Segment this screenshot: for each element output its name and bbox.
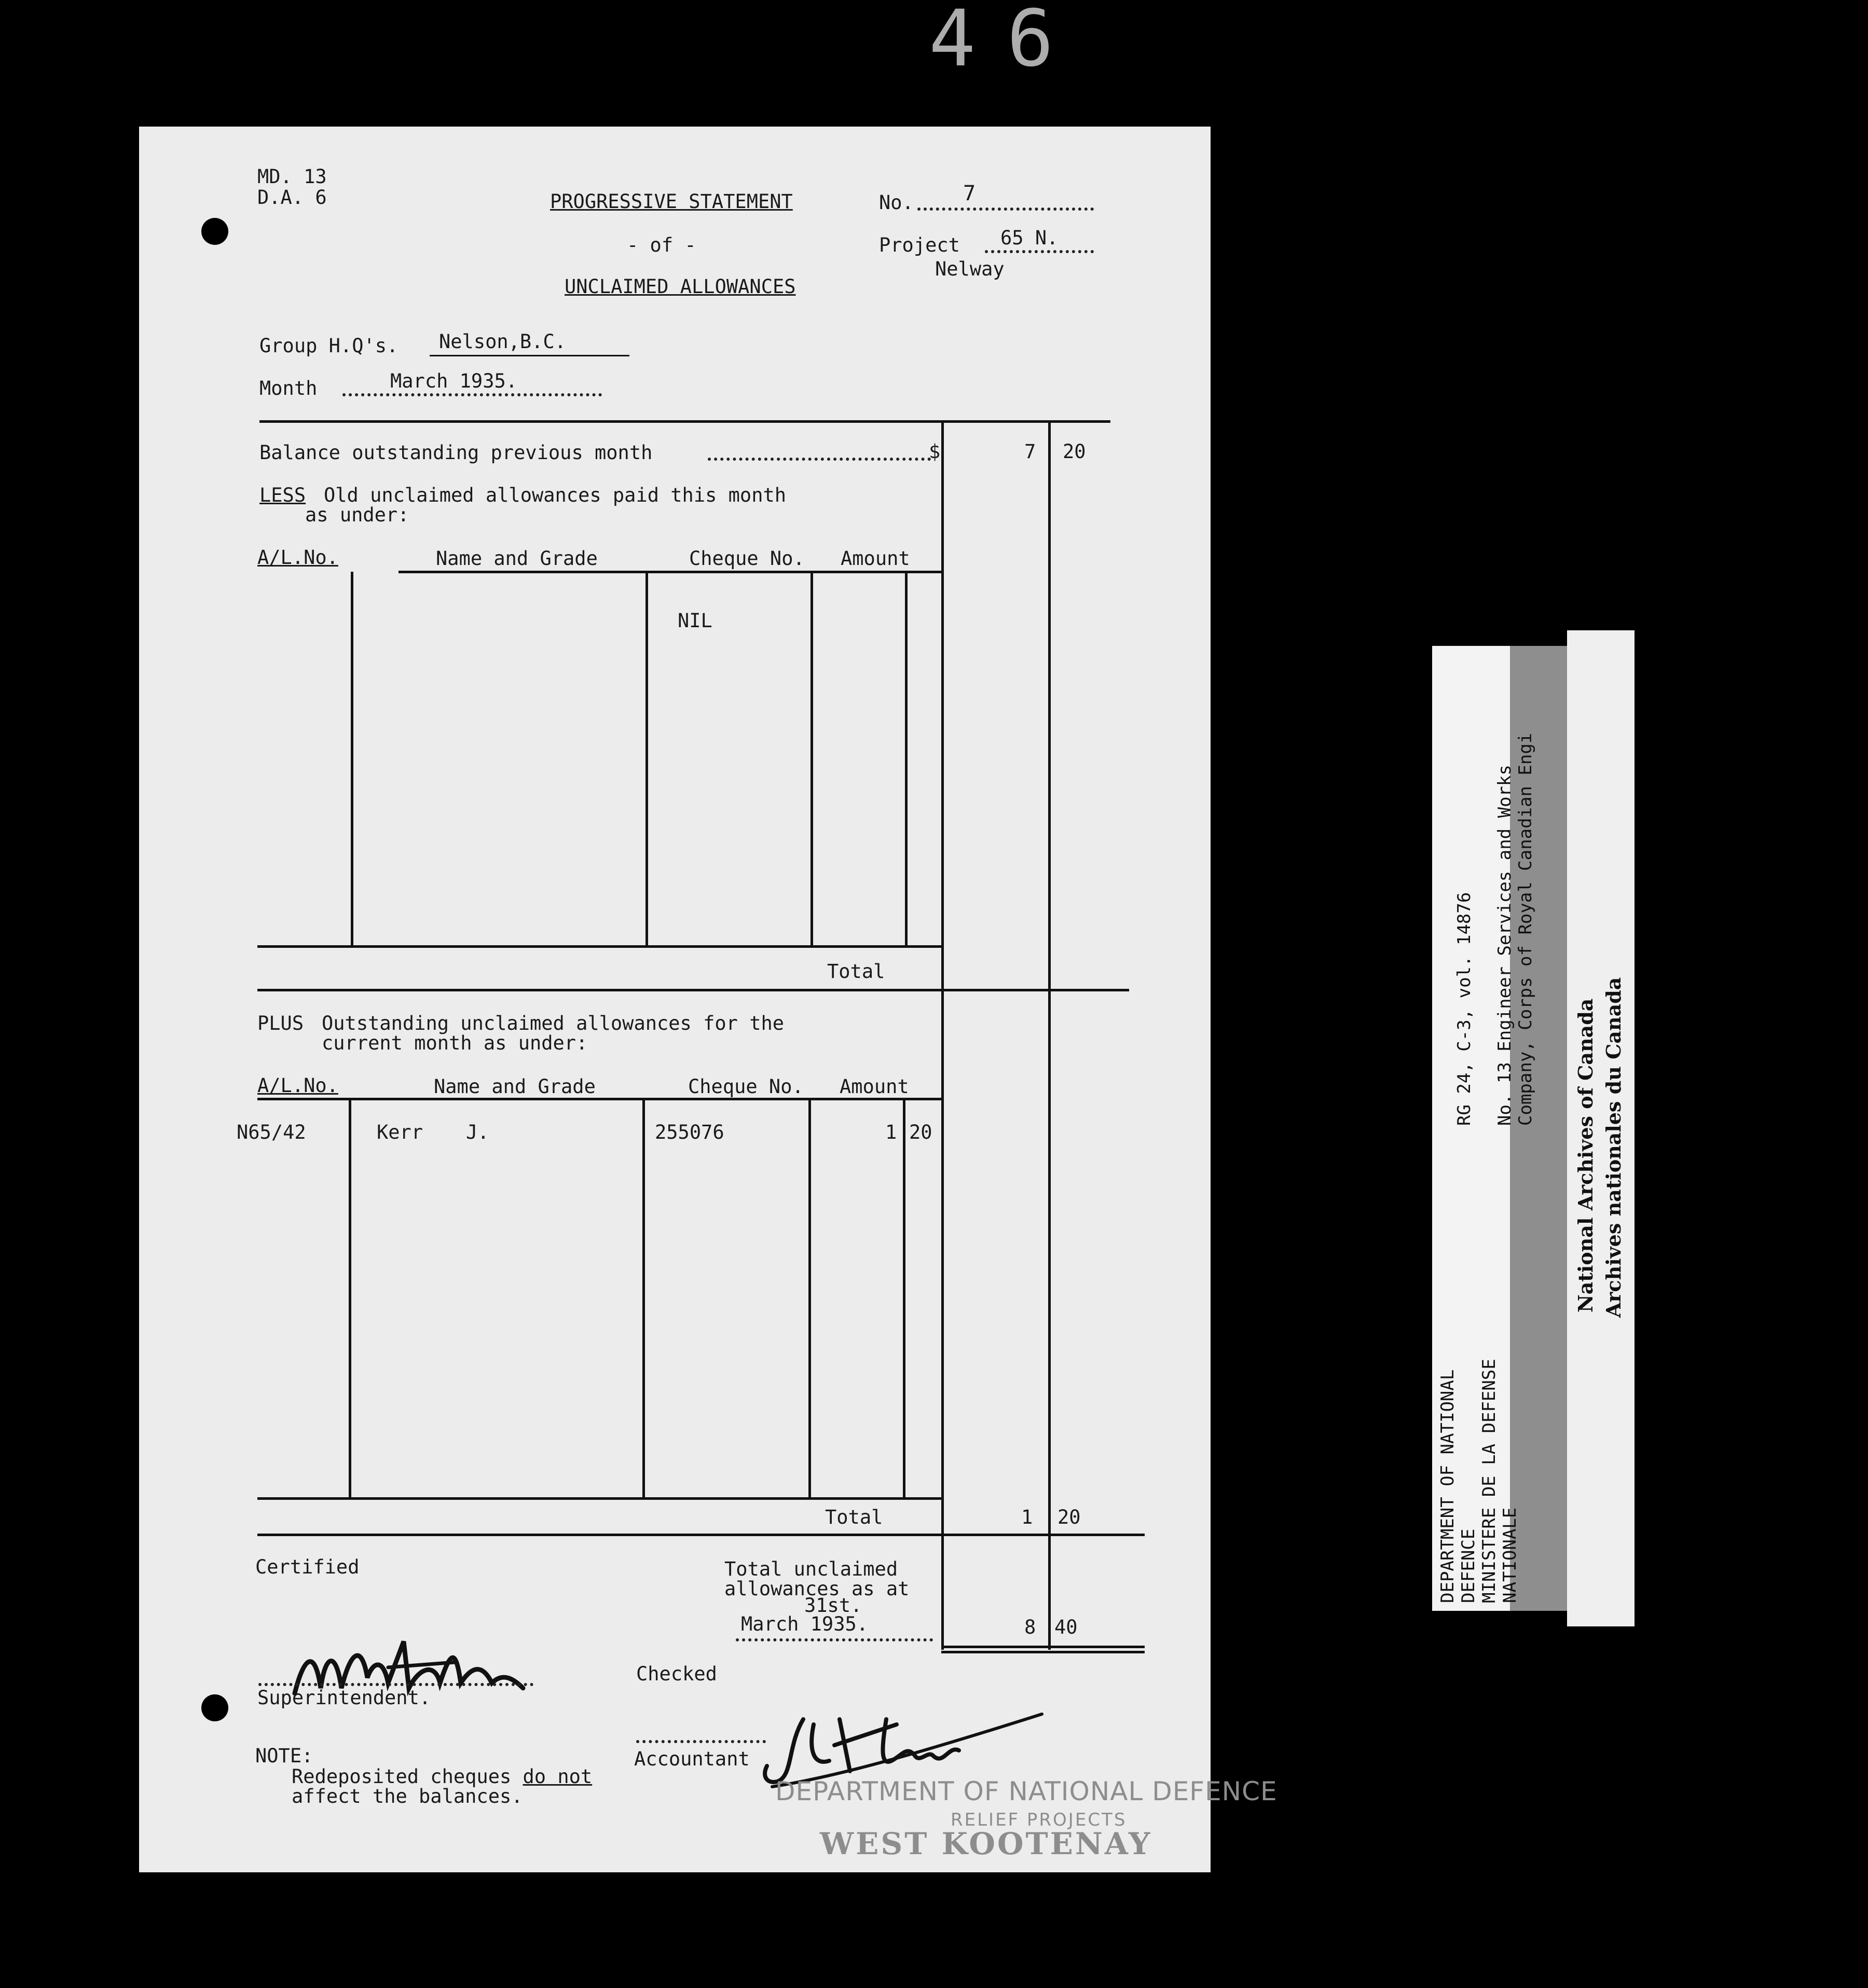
project-leader xyxy=(985,250,1094,253)
project-place: Nelway xyxy=(935,258,1005,280)
archive-unit xyxy=(1494,733,1536,1126)
plus-total-label: Total xyxy=(825,1506,883,1528)
less-col-divider xyxy=(351,572,353,945)
accountant-label: Accountant xyxy=(634,1748,750,1770)
month-label: Month xyxy=(259,377,318,399)
balance-leader xyxy=(708,458,931,461)
plus-col-divider xyxy=(349,1099,351,1497)
row-cheque: 255076 xyxy=(655,1121,724,1143)
grand-total-rule xyxy=(941,1646,1145,1648)
note-label: NOTE: xyxy=(255,1745,313,1767)
grand-total-rule xyxy=(941,1651,1145,1653)
grand-total-dollars: 8 xyxy=(1024,1616,1036,1638)
archives-name-en: National Archives of Canada xyxy=(1574,998,1597,1313)
less-col-amount: Amount xyxy=(841,547,910,570)
grand-total-label: allowances as at xyxy=(724,1578,910,1600)
plus-text: Outstanding unclaimed allowances for the xyxy=(322,1012,785,1034)
grand-total-date: March 1935. xyxy=(741,1613,869,1635)
form-title: PROGRESSIVE STATEMENT xyxy=(550,190,793,213)
grand-total-label: Total unclaimed xyxy=(724,1558,898,1580)
project-value: 65 N. xyxy=(1000,227,1059,249)
archive-unit-line: No. 13 Engineer Services and Works xyxy=(1494,765,1515,1126)
grand-total-leader xyxy=(736,1638,933,1641)
row-name: Kerr xyxy=(377,1121,423,1143)
balance-label: Balance outstanding previous month xyxy=(259,441,653,464)
month-leader xyxy=(342,393,602,396)
balance-dollars: 7 xyxy=(1024,440,1036,463)
stamp-line: DEPARTMENT OF NATIONAL DEFENCE xyxy=(775,1776,1278,1806)
less-header-rule xyxy=(399,571,943,573)
note-text xyxy=(292,1766,592,1788)
note-text-part: Redeposited cheques xyxy=(292,1765,512,1788)
archive-department-line: DEFENCE xyxy=(1458,1528,1479,1603)
plus-total-dollars: 1 xyxy=(1021,1506,1033,1528)
less-text: as under: xyxy=(305,504,409,526)
group-hq-label: Group H.Q's. xyxy=(259,335,399,357)
balance-cents: 20 xyxy=(1063,440,1086,463)
row-cents: 20 xyxy=(909,1121,932,1143)
less-text: Old unclaimed allowances paid this month xyxy=(324,484,787,506)
certified-label: Certified xyxy=(255,1556,360,1578)
row-dollars: 1 xyxy=(885,1121,897,1143)
grand-total-cents: 40 xyxy=(1054,1616,1078,1638)
stamp-line: RELIEF PROJECTS xyxy=(951,1810,1127,1830)
archives-name-fr: Archives nationales du Canada xyxy=(1602,977,1625,1318)
form-code: MD. 13 xyxy=(257,165,327,188)
summary-cents-divider xyxy=(1048,422,1051,1650)
less-bottom-rule xyxy=(257,945,943,948)
plus-total-cents: 20 xyxy=(1057,1506,1081,1528)
less-total-label: Total xyxy=(827,960,885,983)
plus-col-name: Name and Grade xyxy=(434,1075,596,1098)
archive-unit-line: Company, Corps of Royal Canadian Engi xyxy=(1515,733,1536,1126)
superintendent-label: Superintendent. xyxy=(257,1687,431,1709)
plus-col-cheque: Cheque No. xyxy=(688,1075,804,1098)
less-entry-nil: NIL xyxy=(678,610,712,632)
accountant-leader xyxy=(636,1740,766,1743)
punch-hole xyxy=(201,218,228,245)
plus-col-amount: Amount xyxy=(840,1075,909,1098)
punch-hole xyxy=(201,1694,228,1721)
grand-total-label: 31st. xyxy=(804,1594,862,1617)
signature-leader xyxy=(258,1683,533,1686)
less-col-name: Name and Grade xyxy=(436,547,598,570)
row-initial: J. xyxy=(466,1121,489,1143)
note-emphasis: do not xyxy=(523,1765,593,1788)
plus-col-divider xyxy=(903,1099,905,1497)
number-leader xyxy=(917,208,1094,211)
less-total-rule xyxy=(257,989,1129,991)
number-label: No. xyxy=(879,191,914,214)
archive-department xyxy=(1437,1359,1520,1603)
group-hq-value: Nelson,B.C. xyxy=(439,330,567,353)
plus-total-rule xyxy=(257,1534,1145,1536)
archive-reference: RG 24, C-3, vol. 14876 xyxy=(1454,892,1475,1126)
project-label: Project xyxy=(879,234,960,256)
less-col-divider xyxy=(811,572,813,945)
note-text: affect the balances. xyxy=(292,1785,523,1807)
form-subtitle: UNCLAIMED ALLOWANCES xyxy=(565,275,796,298)
plus-col-al-no: A/L.No. xyxy=(257,1074,338,1097)
header-rule xyxy=(259,420,1110,423)
plus-text: current month as under: xyxy=(322,1032,588,1054)
row-al-no: N65/42 xyxy=(237,1121,306,1143)
group-hq-underline xyxy=(430,355,629,356)
plus-col-divider xyxy=(808,1099,811,1497)
balance-currency: $ xyxy=(929,440,941,463)
less-col-divider xyxy=(645,572,648,945)
plus-header-rule xyxy=(257,1098,943,1100)
frame-number: 46 xyxy=(929,0,1085,84)
archive-department-line: NATIONALE xyxy=(1500,1507,1520,1603)
checked-label: Checked xyxy=(636,1663,717,1685)
number-value: 7 xyxy=(963,182,976,205)
archive-department-line: DEPARTMENT OF NATIONAL xyxy=(1437,1369,1458,1603)
document-page xyxy=(139,127,1278,1872)
month-value: March 1935. xyxy=(390,370,518,392)
less-col-divider xyxy=(905,572,908,945)
plus-bottom-rule xyxy=(257,1497,943,1500)
stamp-line: WEST KOOTENAY xyxy=(820,1826,1152,1861)
form-code: D.A. 6 xyxy=(257,186,327,209)
plus-keyword: PLUS xyxy=(257,1012,304,1034)
less-col-cheque: Cheque No. xyxy=(689,547,805,570)
plus-col-divider xyxy=(642,1099,645,1497)
form-title-of: - of - xyxy=(627,234,696,256)
less-col-al-no: A/L.No. xyxy=(257,546,338,569)
archive-department-line: MINISTERE DE LA DEFENSE xyxy=(1479,1359,1500,1603)
less-keyword: LESS xyxy=(259,484,306,506)
summary-column-divider xyxy=(941,422,944,1650)
